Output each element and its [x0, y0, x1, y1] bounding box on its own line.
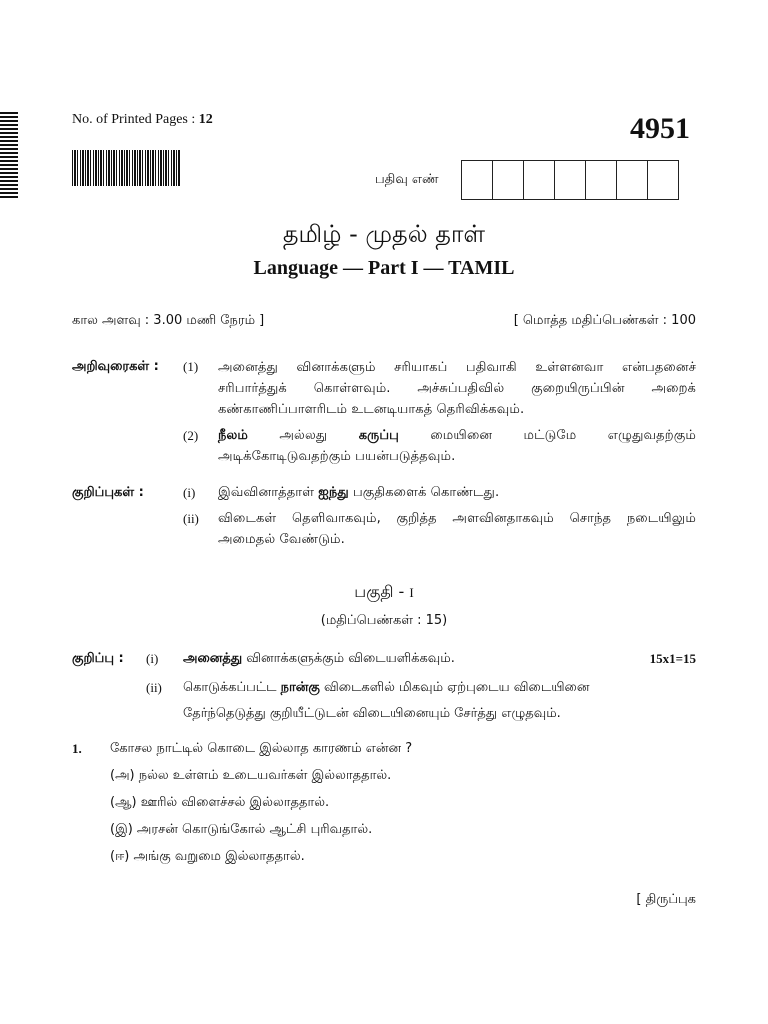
barcode — [72, 150, 180, 186]
paper-code: 4951 — [630, 112, 690, 145]
option-a: (அ) நல்ல உள்ளம் உடையவர்கள் இல்லாததால். — [110, 768, 392, 783]
turn-over: [ திருப்புக — [636, 892, 696, 907]
instruction-number: (2) — [183, 428, 199, 443]
note-post: பகுதிகளைக் கொண்டது. — [348, 485, 500, 500]
register-box[interactable] — [616, 160, 648, 200]
section-marks: (மதிப்பெண்கள் : 15) — [320, 613, 448, 628]
printed-pages-value: 12 — [198, 112, 213, 127]
section-note-text — [183, 680, 589, 696]
section-note-pre: கொடுக்கப்பட்ட — [183, 680, 281, 695]
total-marks: [ மொத்த மதிப்பெண்கள் : 100 — [513, 313, 696, 328]
printed-pages-label: No. of Printed Pages : — [72, 112, 196, 127]
register-box[interactable] — [647, 160, 679, 200]
instruction-rest: மையினை மட்டுமே எழுதுவதற்கும் அடிக்கோடிடுவதற்கும் பயன்படுத்தவும். — [218, 428, 696, 464]
side-barcode — [0, 112, 18, 200]
register-box[interactable] — [492, 160, 524, 200]
section-number: I — [409, 585, 414, 600]
title-tamil: தமிழ் - முதல் தாள் — [282, 220, 486, 248]
section-note-emphasis: நான்கு — [280, 680, 320, 695]
section-note-number: (i) — [146, 651, 159, 666]
section-note-text — [183, 651, 455, 667]
section-note-label: குறிப்பு : — [72, 651, 124, 666]
marks-formula: 15x1=15 — [649, 651, 696, 666]
notes-label: குறிப்புகள் : — [72, 485, 144, 500]
section-note-line2: தேர்ந்தெடுத்து குறியீட்டுடன் விடையினையும் சேர்த்து எழுதவும். — [183, 706, 561, 721]
note-number: (i) — [183, 485, 196, 500]
emphasis-black: கருப்பு — [358, 428, 399, 443]
instruction-text — [218, 425, 696, 467]
note-text — [218, 482, 696, 503]
note-text: விடைகள் தெளிவாகவும், குறித்த அளவினதாகவும் சொந்த நடையிலும் அமைதல் வேண்டும். — [218, 511, 696, 547]
register-box[interactable] — [523, 160, 555, 200]
section-title — [0, 582, 768, 603]
instruction-connector: அல்லது — [248, 428, 359, 443]
instruction-number: (1) — [183, 359, 199, 374]
section-note-post: வினாக்களுக்கும் விடையளிக்கவும். — [242, 651, 455, 666]
option-d: (ஈ) அங்கு வறுமை இல்லாததால். — [110, 849, 305, 864]
duration: கால அளவு : 3.00 மணி நேரம் ] — [72, 313, 265, 328]
register-box[interactable] — [585, 160, 617, 200]
instructions-label: அறிவுரைகள் : — [72, 359, 159, 374]
register-box[interactable] — [461, 160, 493, 200]
instruction-text: அனைத்து வினாக்களும் சரியாகப் பதிவாகி உள்ளனவா என்பதனைச் சரிபார்த்துக் கொள்ளவும். அச்சுப்பதிவில் குறையிருப்பின் அறைக் கண்காணிப்பாளரிடம் உடனடியாகத் தெரிவிக்கவும். — [218, 360, 696, 417]
emphasis-blue: நீலம் — [218, 428, 249, 443]
note-emphasis: ஐந்து — [318, 485, 349, 500]
option-b: (ஆ) ஊரில் விளைச்சல் இல்லாததால். — [110, 795, 330, 810]
section-title-text: பகுதி - — [354, 582, 410, 601]
register-number-boxes — [462, 160, 679, 200]
printed-pages — [72, 112, 213, 128]
question-number: 1. — [72, 741, 82, 756]
option-c: (இ) அரசன் கொடுங்கோல் ஆட்சி புரிவதால். — [110, 822, 373, 837]
section-note-post: விடைகளில் மிகவும் ஏற்புடைய விடையினை — [319, 680, 590, 695]
note-pre: இவ்வினாத்தாள் — [218, 485, 319, 500]
question-text: கோசல நாட்டில் கொடை இல்லாத காரணம் என்ன ? — [110, 741, 413, 756]
register-label: பதிவு எண் — [375, 172, 439, 187]
section-note-number: (ii) — [146, 680, 162, 695]
section-note-emphasis: அனைத்து — [183, 651, 243, 666]
title-english: Language — Part I — TAMIL — [253, 257, 515, 279]
register-box[interactable] — [554, 160, 586, 200]
note-number: (ii) — [183, 511, 199, 526]
